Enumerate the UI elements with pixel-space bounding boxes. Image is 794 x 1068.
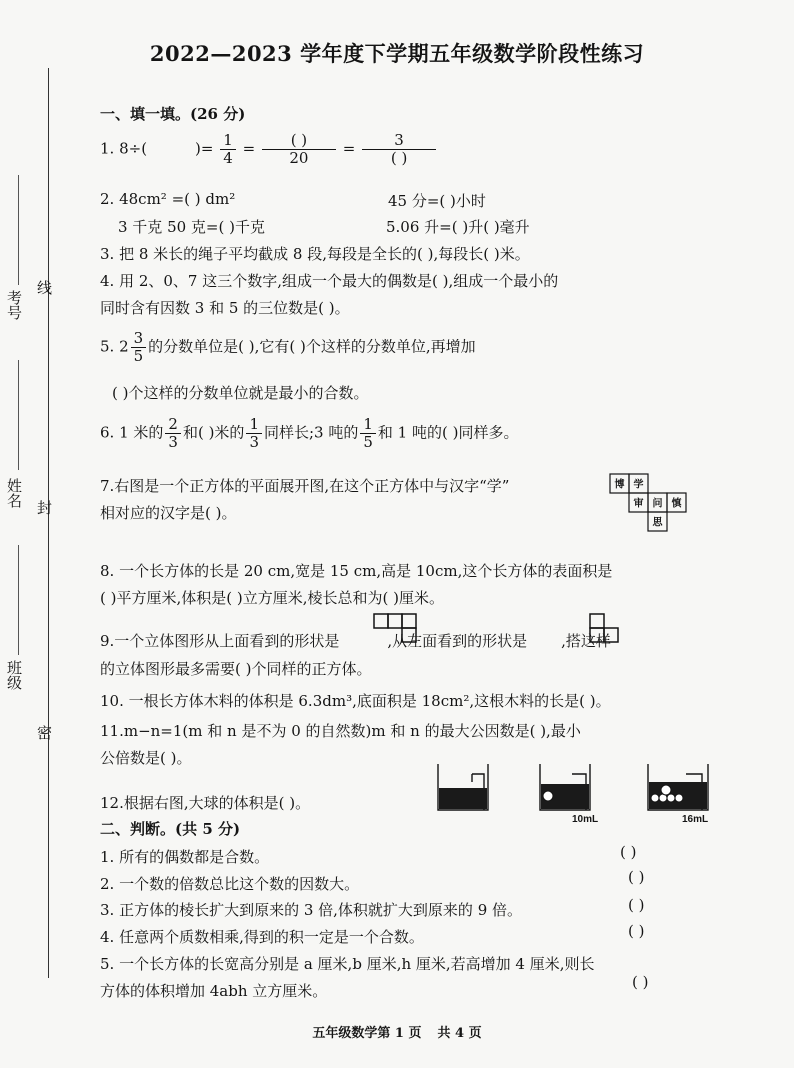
- fraction-blank-20: $\frac{( )}{20}$: [262, 132, 336, 167]
- seal-line-label: 线: [35, 280, 53, 295]
- fraction-1-5: $\frac{1}{5}$: [360, 416, 376, 451]
- judge-bracket-3: ( ): [628, 896, 645, 914]
- judge-bracket-2: ( ): [628, 868, 645, 886]
- question-2c: 3 千克 50 克=( )千克: [118, 218, 265, 236]
- question-8b: ( )平方厘米,体积是( )立方厘米,棱长总和为( )厘米。: [100, 589, 444, 607]
- net-char-2: 审: [633, 498, 644, 510]
- page-title: 2022—2023 学年度下学期五年级数学阶段性练习: [149, 41, 645, 66]
- judge-bracket-4: ( ): [628, 922, 645, 940]
- judge-item-5b: 方体的体积增加 4abh 立方厘米。: [100, 982, 328, 1000]
- net-char-5: 思: [652, 517, 663, 529]
- judge-bracket-1: ( ): [620, 843, 637, 861]
- question-6: 6. 1 米的 $\frac{2}{3}$ 和( )米的 $\frac{1}{3}$ 同样长;3 吨的 $\frac{1}{5}$ 和 1 吨的( )同样多。: [100, 415, 519, 451]
- judge-item-2: 2. 一个数的倍数总比这个数的因数大。: [100, 875, 360, 893]
- fraction-1-3: $\frac{1}{3}$: [246, 416, 262, 451]
- question-9a: 9.一个立体图形从上面看到的形状是 ,从左面看到的形状是 ,搭这样: [100, 632, 611, 650]
- seal-label: 封: [35, 500, 53, 515]
- beaker-diagram: [436, 760, 712, 824]
- class-label: 班级: [5, 660, 23, 690]
- question-4b: 同时含有因数 3 和 5 的三位数是( )。: [100, 299, 350, 317]
- beaker-label-16ml: 16mL: [682, 814, 709, 824]
- section1-heading: 一、填一填。(26 分): [100, 105, 246, 123]
- net-char-3: 问: [652, 498, 663, 510]
- question-7a: 7.右图是一个正方体的平面展开图,在这个正方体中与汉字“学”: [100, 477, 510, 495]
- net-char-0: 博: [614, 479, 625, 491]
- question-5b: ( )个这样的分数单位就是最小的合数。: [112, 384, 369, 402]
- question-11b: 公倍数是( )。: [100, 749, 192, 767]
- question-2a: 2. 48cm² =( ) dm²: [100, 190, 236, 208]
- fraction-1-4: $\frac{1}{4}$: [220, 132, 236, 167]
- question-3: 3. 把 8 米长的绳子平均截成 8 段,每段是全长的( ),每段长( )米。: [100, 245, 530, 263]
- top-view-shape: [372, 612, 420, 648]
- judge-item-5: 5. 一个长方体的长宽高分别是 a 厘米,b 厘米,h 厘米,若高增加 4 厘米,则长: [100, 955, 595, 973]
- question-5: 5. 2 $\frac{3}{5}$ 的分数单位是( ),它有( )个这样的分数单位,再增加: [100, 329, 476, 365]
- secret-label: 密: [35, 725, 53, 740]
- question-11a: 11.m−n=1(m 和 n 是不为 0 的自然数)m 和 n 的最大公因数是( ),最小: [100, 722, 581, 740]
- fraction-3-blank: $\frac{3}{( )}$: [362, 132, 436, 167]
- name-line: [18, 360, 19, 470]
- exam-number-line: [18, 175, 19, 285]
- cube-net-diagram: [608, 472, 690, 534]
- binding-line: [48, 68, 49, 978]
- judge-item-3: 3. 正方体的棱长扩大到原来的 3 倍,体积就扩大到原来的 9 倍。: [100, 901, 523, 919]
- question-2b: 45 分=( )小时: [388, 192, 486, 210]
- page-footer: [0, 1022, 794, 1041]
- question-12: 12.根据右图,大球的体积是( )。: [100, 794, 311, 812]
- question-9b: 的立体图形最多需要( )个同样的正方体。: [100, 660, 372, 678]
- net-char-4: 慎: [671, 498, 682, 510]
- fraction-3-5: $\frac{3}{5}$: [131, 330, 147, 365]
- judge-item-4: 4. 任意两个质数相乘,得到的积一定是一个合数。: [100, 928, 424, 946]
- net-char-1: 学: [633, 479, 644, 491]
- judge-bracket-5: ( ): [632, 973, 649, 991]
- judge-item-1: 1. 所有的偶数都是合数。: [100, 848, 270, 866]
- beaker-label-10ml: 10mL: [572, 814, 599, 824]
- page-total: 共 4 页: [437, 1026, 482, 1041]
- question-4a: 4. 用 2、0、7 这三个数字,组成一个最大的偶数是( ),组成一个最小的: [100, 272, 559, 290]
- class-line: [18, 545, 19, 655]
- exam-number-label: 考号: [5, 290, 23, 320]
- question-8a: 8. 一个长方体的长是 20 cm,宽是 15 cm,高是 10cm,这个长方体的表面积是: [100, 562, 613, 580]
- name-label: 姓名: [5, 478, 23, 508]
- question-1: 1. 8÷( )= $\frac{1}{4}$ = $\frac{( )}{20}$ = $\frac{3}{( )}$: [100, 132, 438, 167]
- fraction-2-3: $\frac{2}{3}$: [165, 416, 181, 451]
- question-10: 10. 一根长方体木料的体积是 6.3dm³,底面积是 18cm²,这根木料的长是( )。: [100, 692, 611, 710]
- question-2d: 5.06 升=( )升( )毫升: [386, 218, 530, 236]
- left-view-shape: [588, 612, 622, 648]
- page-number: 五年级数学第 1 页: [312, 1026, 422, 1041]
- section2-heading: 二、判断。(共 5 分): [100, 820, 241, 838]
- question-7b: 相对应的汉字是( )。: [100, 504, 237, 522]
